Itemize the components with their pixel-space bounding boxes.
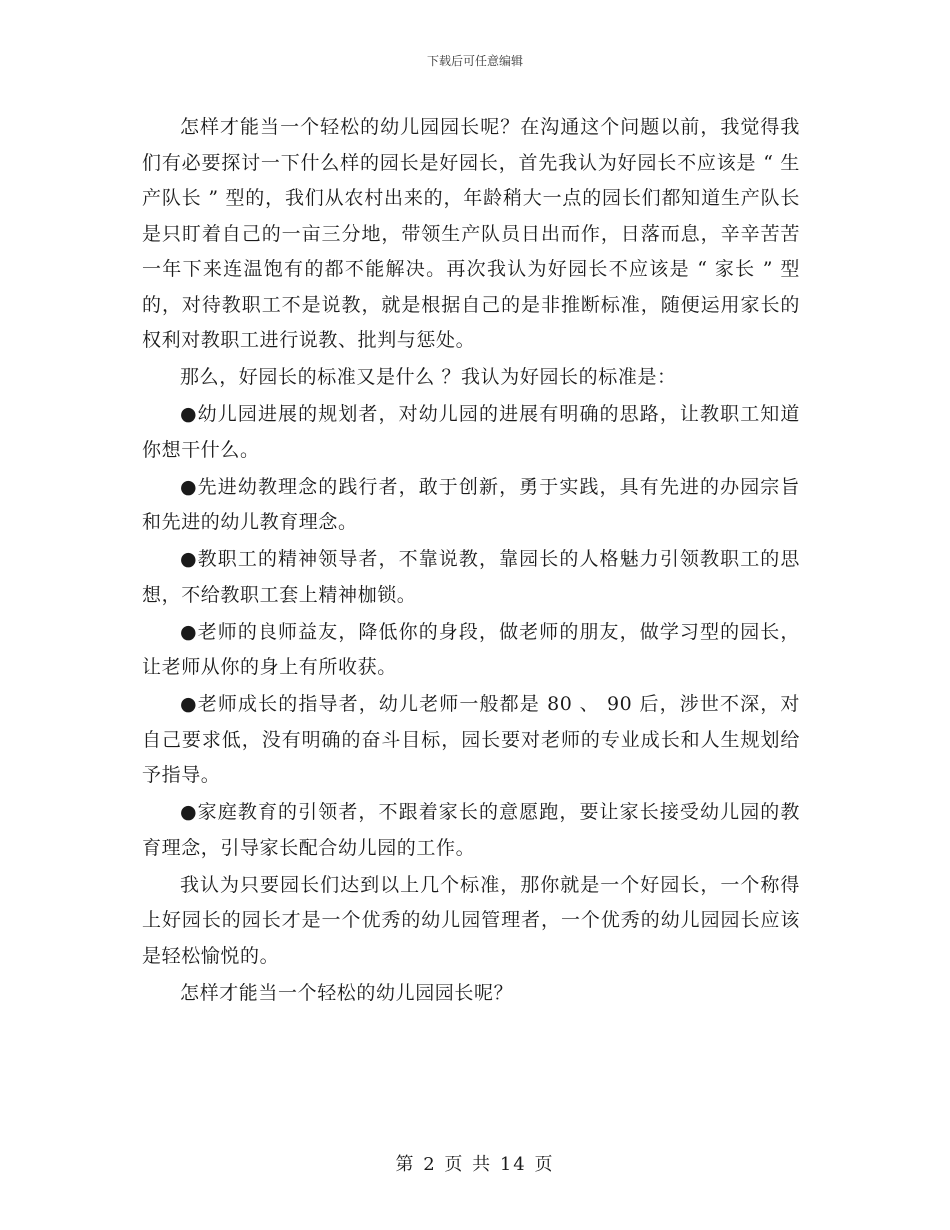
paragraph-conclusion: 我认为只要园长们达到以上几个标准，那你就是一个好园长，一个称得上好园长的园长才是一个优秀的幼儿园管理者，一个优秀的幼儿园园长应该是轻松愉悦的。	[142, 873, 800, 967]
bullet-item-practitioner: ●先进幼教理念的践行者，敢于创新，勇于实践，具有先进的办园宗旨和先进的幼儿教育理念。	[142, 475, 800, 533]
paragraph-intro: 怎样才能当一个轻松的幼儿园园长呢？在沟通这个问题以前，我觉得我们有必要探讨一下什么样的园长是好园长，首先我认为好园长不应该是 “ 生产队长 ” 型的，我们从农村出来的，年龄稍大一点的园长们都知道生产队长是只盯着自己的一亩三分地，带领生产队员日出而作，日落而息，辛辛苦苦一年下来连温饱有的都不能解决。再次我认为好园长不应该是 “ 家长 ” 型的，对待教职工不是说教，就是根据自己的是非推断标准，随便运用家长的权利对教职工进行说教、批判与惩处。	[142, 116, 800, 351]
paragraph-closing-question: 怎样才能当一个轻松的幼儿园园长呢？	[180, 981, 514, 1004]
bullet-item-planner: ●幼儿园进展的规划者，对幼儿园的进展有明确的思路，让教职工知道你想干什么。	[142, 403, 800, 461]
page-number: 第 2 页 共 14 页	[395, 1154, 555, 1175]
bullet-item-mentor: ●老师的良师益友，降低你的身段，做老师的朋友，做学习型的园长，让老师从你的身上有所收获。	[142, 620, 800, 678]
bullet-item-family: ●家庭教育的引领者，不跟着家长的意愿跑，要让家长接受幼儿园的教育理念，引导家长配合幼儿园的工作。	[142, 801, 800, 859]
paragraph-question: 那么，好园长的标准又是什么 ？我认为好园长的标准是：	[180, 366, 677, 388]
document-body	[142, 110, 800, 1013]
bullet-item-guide: ●老师成长的指导者，幼儿老师一般都是 80 、 90 后，涉世不深，对自己要求低，没有明确的奋斗目标，园长要对老师的专业成长和人生规划给予指导。	[142, 693, 800, 786]
page-header: 下载后可任意编辑	[426, 54, 523, 68]
bullet-item-leader: ●教职工的精神领导者，不靠说教，靠园长的人格魅力引领教职工的思想，不给教职工套上精神枷锁。	[142, 548, 800, 606]
